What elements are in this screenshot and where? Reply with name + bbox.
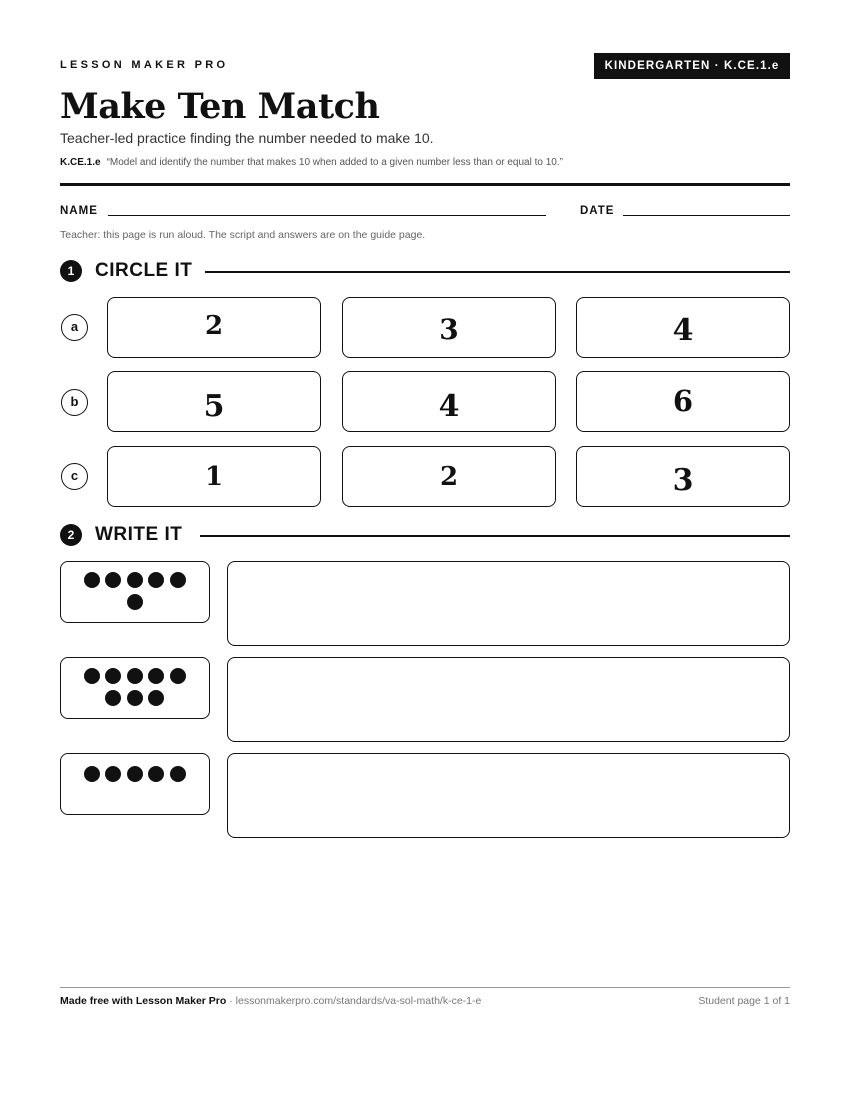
footer-divider [60, 987, 790, 988]
counting-dot [127, 766, 143, 782]
dot-card [60, 657, 210, 719]
counting-dot [127, 690, 143, 706]
footer-url[interactable]: lessonmakerpro.com/standards/va-sol-math/k-ce-1-e [235, 995, 482, 1007]
counting-dot [105, 668, 121, 684]
page-subtitle: Teacher-led practice finding the number needed to make 10. [60, 130, 434, 146]
choice-box[interactable] [576, 297, 790, 358]
standard-line [60, 157, 563, 168]
counting-dot [170, 572, 186, 588]
choice-box[interactable] [107, 371, 321, 432]
choice-box[interactable] [342, 446, 556, 507]
section-number-badge: 2 [60, 524, 82, 546]
dot-card [60, 753, 210, 815]
counting-dot [148, 668, 164, 684]
counting-dot [148, 766, 164, 782]
answer-box[interactable] [227, 561, 790, 646]
choice-number: 6 [672, 384, 694, 418]
counting-dot [127, 668, 143, 684]
choice-number: 3 [672, 463, 694, 498]
section-circle-it-header [60, 259, 790, 283]
choice-box[interactable] [576, 446, 790, 507]
counting-dot [127, 572, 143, 588]
date-label: DATE [580, 205, 615, 217]
counting-dot [105, 766, 121, 782]
counting-dot [170, 668, 186, 684]
answer-box[interactable] [227, 753, 790, 838]
footer-separator: · [226, 995, 236, 1007]
brand-name: LESSON MAKER PRO [60, 59, 229, 71]
counting-dot [84, 668, 100, 684]
date-field[interactable] [623, 215, 790, 216]
row-letter-c: c [61, 463, 88, 490]
section-title: WRITE IT [95, 524, 183, 545]
answer-box[interactable] [227, 657, 790, 742]
choice-box[interactable] [107, 446, 321, 507]
choice-box[interactable] [107, 297, 321, 358]
name-label: NAME [60, 205, 98, 217]
grade-badge: KINDERGARTEN · K.CE.1.e [594, 53, 790, 79]
row-letter-b: b [61, 389, 88, 416]
header-divider [60, 183, 790, 186]
choice-number: 2 [204, 311, 224, 341]
page-title: Make Ten Match [60, 86, 380, 127]
section-divider [205, 271, 790, 273]
counting-dot [148, 572, 164, 588]
footer-credit [60, 995, 481, 1007]
standard-code: K.CE.1.e [60, 157, 101, 168]
footer-page-number: Student page 1 of 1 [698, 995, 790, 1007]
footer-made-with: Made free with Lesson Maker Pro [60, 995, 227, 1007]
choice-number: 2 [439, 462, 459, 492]
choice-number: 4 [672, 313, 694, 348]
counting-dot [105, 690, 121, 706]
choice-number: 1 [204, 462, 224, 492]
counting-dot [127, 594, 143, 610]
section-number-badge: 1 [60, 260, 82, 282]
counting-dot [105, 572, 121, 588]
choice-box[interactable] [342, 297, 556, 358]
counting-dot [84, 766, 100, 782]
section-write-it-header [60, 523, 790, 547]
section-title: CIRCLE IT [95, 260, 193, 281]
counting-dot [170, 766, 186, 782]
teacher-note: Teacher: this page is run aloud. The script and answers are on the guide page. [60, 229, 426, 241]
choice-box[interactable] [576, 371, 790, 432]
standard-text: “Model and identify the number that makes 10 when added to a given number less than or equal to 10.” [106, 157, 563, 168]
section-divider [200, 535, 790, 537]
choice-number: 4 [438, 389, 460, 424]
choice-number: 5 [203, 389, 225, 424]
choice-box[interactable] [342, 371, 556, 432]
name-field[interactable] [108, 215, 546, 216]
choice-number: 3 [439, 313, 459, 346]
dot-card [60, 561, 210, 623]
counting-dot [84, 572, 100, 588]
row-letter-a: a [61, 314, 88, 341]
counting-dot [148, 690, 164, 706]
